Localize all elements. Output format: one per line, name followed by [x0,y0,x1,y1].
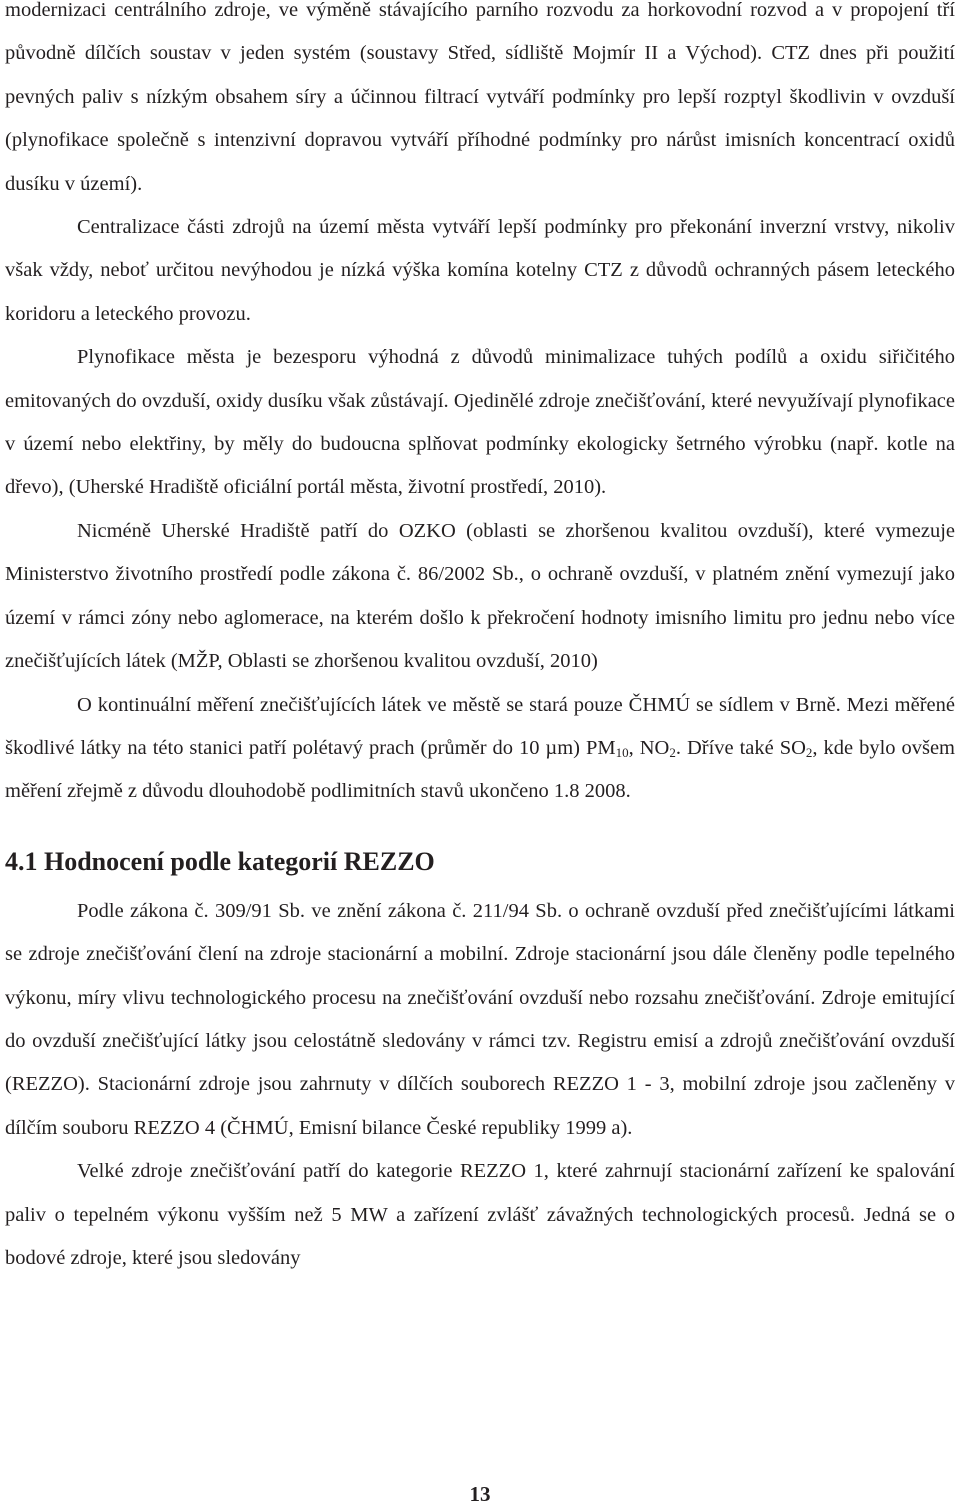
document-page [5,0,955,1280]
paragraph-rezzo-1: Velké zdroje znečišťování patří do kategorie REZZO 1, které zahrnují stacionární zařízení ke spalování paliv o tepelném výkonu vyšším než 5 MW a zařízení zvlášť závažných technologických procesů. Jedná se o bodové zdroje, které jsou sledovány [5,1160,955,1269]
paragraph-ozko: Nicméně Uherské Hradiště patří do OZKO (oblasti se zhoršenou kvalitou ovzduší), které vymezuje Ministerstvo životního prostředí podle zákona č. 86/2002 Sb., o ochraně ovzduší, v platném znění vymezují jako území v rámci zóny nebo aglomerace, na kterém došlo k překročení hodnoty imisního limitu pro jednu nebo více znečišťujících látek (MŽP, Oblasti se zhoršenou kvalitou ovzduší, 2010) [5,519,955,673]
measurement-text-a: O kontinuální měření znečišťujících látek ve městě se stará pouze ČHMÚ se sídlem v Brně. Mezi měřené škodlivé látky na této stanici patří polétavý prach (průměr do 10 µm) PM [5,693,955,759]
so2-subscript: 2 [805,744,813,760]
pm-subscript: 10 [615,744,629,760]
paragraph-gasification: Plynofikace města je bezesporu výhodná z důvodů minimalizace tuhých podílů a oxidu siřičitého emitovaných do ovzduší, oxidy dusíku však zůstávají. Ojedinělé zdroje znečišťování, které nevyužívají plynofikace v území nebo elektřiny, by měly do budoucna splňovat podmínky ekologicky šetrného výrobku (např. kotle na dřevo), (Uherské Hradiště oficiální portál města, životní prostředí, 2010). [5,346,955,499]
paragraph-measurement [5,684,955,814]
section-heading: 4.1 Hodnocení podle kategorií REZZO [5,846,435,876]
measurement-text-d: , kde bylo ovšem měření zřejmě z důvodu dlouhodobě podlimitních stavů ukončeno 1.8 2008. [5,736,956,803]
measurement-text-b: , NO [628,736,670,759]
paragraph-central-heating: modernizaci centrálního zdroje, ve výměně stávajícího parního rozvodu za horkovodní rozvod a v propojení tří původně dílčích soustav v jeden systém (soustavy Střed, sídliště Mojmír II a Východ). CTZ dnes při použití pevných paliv s nízkým obsahem síry a účinnou filtrací vytváří podmínky pro lepší rozptyl škodlivin v ovzduší (plynofikace společně s intenzivní dopravou vytváří příhodné podmínky pro nárůst imisních koncentrací oxidů dusíku v území). [5,0,955,195]
paragraph-rezzo-law: Podle zákona č. 309/91 Sb. ve znění zákona č. 211/94 Sb. o ochraně ovzduší před znečišťujícími látkami se zdroje znečišťování člení na zdroje stacionární a mobilní. Zdroje stacionární jsou dále členěny podle tepelného výkonu, míry vlivu technologického procesu na znečišťování ovzduší nebo rozsahu znečišťování. Zdroje emitující do ovzduší znečišťující látky jsou celostátně sledovány v rámci tzv. Registru emisí a zdrojů znečišťování ovzduší (REZZO). Stacionární zdroje jsou zahrnuty v dílčích souborech REZZO 1 - 3, mobilní zdroje jsou začleněny v dílčím souboru REZZO 4 (ČHMÚ, Emisní bilance České republiky 1999 a). [5,899,955,1139]
paragraph-centralization: Centralizace části zdrojů na území města vytváří lepší podmínky pro překonání inverzní vrstvy, nikoliv však vždy, neboť určitou nevýhodou je nízká výška komína kotelny CTZ z důvodů ochranných pásem leteckého koridoru a leteckého provozu. [5,216,955,325]
page-number: 13 [469,1482,491,1506]
no2-subscript: 2 [669,744,676,760]
measurement-text-c: . Dříve také SO [675,736,806,759]
